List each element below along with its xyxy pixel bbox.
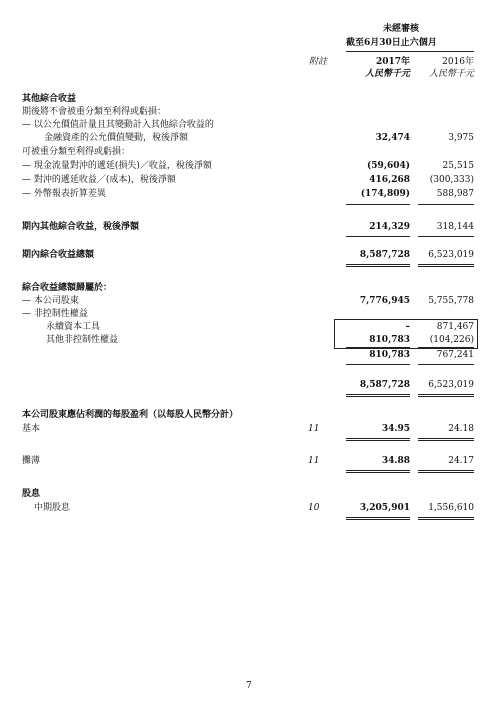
oci-total-2017: 214,329: [369, 222, 410, 232]
nci-label: — 非控制性權益: [22, 309, 88, 319]
nci-subtotal-2016: 767,241: [436, 350, 474, 360]
interim-dividend-2016: 1,556,610: [428, 503, 474, 513]
oci-total-label: 期內其他綜合收益，稅後淨額: [22, 222, 140, 232]
fx-label: — 外幣報表折算差異: [22, 189, 106, 199]
fvoci-label-line2: 金融資產的公允價值變動，稅後淨額: [44, 133, 189, 143]
oci-total-rule-2016: [418, 236, 474, 237]
basic-rule-2016-a: [418, 438, 474, 439]
attrib-title: 綜合收益總額歸屬於：: [22, 283, 113, 293]
other-nci-2016: (104,226): [429, 335, 474, 345]
attrib-total-rule-2017-b: [346, 396, 410, 397]
diluted-rule-2016-a: [418, 470, 474, 471]
tci-rule-2016-b: [418, 266, 474, 267]
fx-2016: 588,987: [436, 189, 474, 199]
diluted-rule-2017-b: [346, 472, 410, 473]
tci-rule-2017-b: [346, 266, 410, 267]
owners-2016: 5,755,778: [428, 296, 474, 306]
attrib-rule-2017: [346, 364, 410, 365]
reclass-heading: 可被重分類至利得或虧損：: [22, 147, 131, 157]
tci-total-label: 期內綜合收益總額: [22, 250, 95, 260]
eps-basic-note: 11: [308, 424, 320, 434]
oci-rule-2016: [418, 204, 474, 205]
basic-rule-2017-a: [346, 438, 410, 439]
eps-diluted-2017: 34.88: [381, 456, 410, 466]
attrib-total-2017: 8,587,728: [359, 380, 410, 390]
year-prior-header: 2016年: [442, 57, 474, 67]
nci-rule-2017: [346, 347, 410, 348]
oci-title: 其他綜合收益: [22, 94, 77, 104]
dividends-title: 股息: [22, 489, 41, 499]
currency-prior-header: 人民幣千元: [428, 69, 474, 79]
attrib-total-rule-2016-a: [418, 394, 474, 395]
cfh-2017: (59,604): [367, 161, 410, 171]
owners-2017: 7,776,945: [359, 296, 410, 306]
oci-total-rule-2017: [346, 236, 410, 237]
cfh-label: — 現金流量對沖的遞延(損失)／收益，稅後淨額: [22, 161, 212, 171]
eps-diluted-2016: 24.17: [448, 456, 474, 466]
cfh-2016: 25,515: [442, 161, 474, 171]
unaudited-label: 未經審核: [383, 24, 420, 34]
perp-2016: 871,467: [436, 322, 474, 332]
owners-label: — 本公司股東: [22, 296, 79, 306]
attrib-total-2016: 6,523,019: [428, 380, 474, 390]
notes-header: 附註: [309, 57, 328, 67]
eps-title: 本公司股東應佔利潤的每股盈利（以每股人民幣分計）: [22, 410, 239, 420]
nci-rule-2016: [418, 347, 474, 348]
period-label: 截至6月30日止六個月: [346, 38, 437, 48]
interim-dividend-label: 中期股息: [34, 503, 71, 513]
basic-rule-2016-b: [418, 440, 474, 441]
hedge-cost-2016: (300,333): [429, 175, 474, 185]
interim-rule-2017-a: [346, 517, 410, 518]
tci-rule-2017-a: [346, 264, 410, 265]
interim-rule-2016-b: [418, 519, 474, 520]
perp-2017: –: [405, 322, 410, 332]
nci-subtotal-2017: 810,783: [369, 350, 410, 360]
other-nci-2017: 810,783: [369, 335, 410, 345]
tci-rule-2016-a: [418, 264, 474, 265]
eps-diluted-note: 11: [308, 456, 320, 466]
interim-dividend-note: 10: [308, 503, 320, 513]
currency-current-header: 人民幣千元: [364, 69, 410, 79]
period-underline: [346, 51, 474, 52]
eps-diluted-label: 攤薄: [22, 456, 41, 466]
attrib-total-rule-2016-b: [418, 396, 474, 397]
fx-2017: (174,809): [360, 189, 410, 199]
attrib-rule-2016: [418, 364, 474, 365]
perp-label: 永續資本工具: [46, 322, 101, 332]
fvoci-label-line1: — 以公允價值計量且其變動計入其他綜合收益的: [22, 120, 214, 130]
oci-total-2016: 318,144: [436, 222, 474, 232]
interim-rule-2017-b: [346, 519, 410, 520]
eps-basic-2017: 34.95: [381, 424, 410, 434]
diluted-rule-2016-b: [418, 472, 474, 473]
other-nci-label: 其他非控制性權益: [46, 335, 119, 345]
year-current-header: 2017年: [375, 57, 410, 67]
fvoci-2017: 32,474: [375, 133, 410, 143]
interim-rule-2016-a: [418, 517, 474, 518]
tci-total-2017: 8,587,728: [359, 250, 410, 260]
hedge-cost-label: — 對沖的遞延收益／(成本)，稅後淨額: [22, 175, 176, 185]
not-reclass-heading: 期後將不會被重分類至利得或虧損：: [22, 107, 167, 117]
diluted-rule-2017-a: [346, 470, 410, 471]
interim-dividend-2017: 3,205,901: [359, 503, 410, 513]
attrib-total-rule-2017-a: [346, 394, 410, 395]
eps-basic-2016: 24.18: [448, 424, 474, 434]
eps-basic-label: 基本: [22, 424, 41, 434]
hedge-cost-2017: 416,268: [369, 175, 410, 185]
fvoci-2016: 3,975: [448, 133, 474, 143]
tci-total-2016: 6,523,019: [428, 250, 474, 260]
oci-rule-2017: [346, 204, 410, 205]
basic-rule-2017-b: [346, 440, 410, 441]
page-number: 7: [246, 681, 252, 691]
